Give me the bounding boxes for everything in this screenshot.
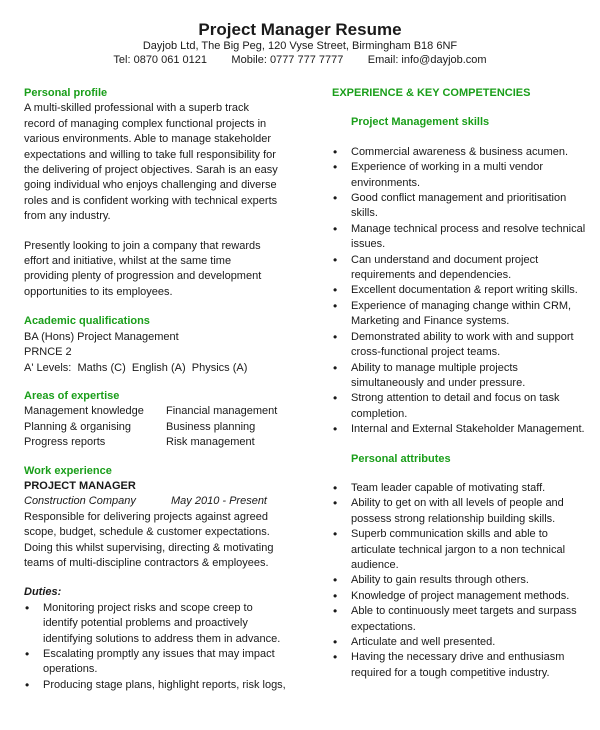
list-item [332,604,592,635]
job-company-line [24,494,296,509]
list-item-line: • Having the necessary drive and enthusiasm [351,651,565,664]
work-heading: Work experience [24,464,112,477]
duty-line: identifying solutions to address them in advance. [43,632,281,645]
academic-heading: Academic qualifications [24,315,150,328]
list-item [332,573,592,588]
academic-line: PRNCE 2 [24,346,72,359]
right-column [332,86,592,681]
list-item [332,253,592,284]
expertise-item: Planning & organising [24,420,132,433]
list-item-line: issues. [351,238,386,251]
list-item-line: Marketing and Finance systems. [351,315,510,328]
list-item-line: expectations. [351,620,416,633]
list-item-line: • Ability to manage multiple projects [351,361,518,374]
list-item-line: • Ability to gain results through others. [351,574,529,587]
expertise-item: Risk management [166,436,255,449]
list-item-line: possess strong relationship building skills. [351,512,556,525]
job-description-line: Responsible for delivering projects against agreed [24,510,268,523]
address-line: Dayjob Ltd, The Big Peg, 120 Vyse Street, Birmingham B18 6NF [142,40,458,52]
list-item-line: • Manage technical process and resolve technical [351,222,586,235]
list-item-line: required for a tough competitive industry. [351,666,550,679]
expertise-row [24,420,296,435]
list-item [332,299,592,330]
list-item [332,145,592,160]
list-item-line: requirements and dependencies. [351,269,512,282]
job-description-line: scope, budget, schedule & customer expectations. [24,526,270,539]
contact-line: Tel: 0870 061 0121 Mobile: 0777 777 7777 Email: info@dayjob.com [113,54,487,66]
list-item [332,191,592,222]
list-item-line: simultaneously and under pressure. [351,376,526,389]
list-item [332,330,592,361]
list-item-line: • Articulate and well presented. [351,636,496,648]
list-item [332,481,592,496]
list-item [332,160,592,191]
list-item-line: • Strong attention to detail and focus on task [351,392,560,405]
pm-skills-list [332,145,592,438]
list-item-line: • Knowledge of project management methods. [351,589,570,602]
profile-paragraph-2 [24,239,296,301]
list-item [332,496,592,527]
list-item-line: cross-functional project teams. [351,346,501,359]
list-item-line: audience. [351,558,399,571]
expertise-row [24,404,296,419]
profile-line: providing plenty of progression and development [24,270,262,283]
list-item [332,361,592,392]
job-title: PROJECT MANAGER [24,479,136,492]
list-item-line: environments. [351,176,421,189]
expertise-row [24,435,296,450]
list-item-line: completion. [351,407,408,420]
list-item-line: • Internal and External Stakeholder Management. [351,423,585,436]
profile-line: various environments. Able to manage stakeholder [24,133,272,146]
duties-list [24,601,296,693]
list-item-line: • Experience of managing change within CRM, [351,299,572,312]
profile-line: Presently looking to join a company that rewards [24,239,261,252]
duty-line: • Producing stage plans, highlight reports, risk logs, [43,678,286,691]
resume-title: Project Manager Resume [198,20,402,39]
duty-item [24,647,296,678]
list-item [332,527,592,573]
duty-line: • Escalating promptly any issues that may impact [43,648,275,660]
profile-line: the delivering of project objectives. Sarah is an easy [24,164,278,177]
job-dates: May 2010 - Present [171,495,267,508]
list-item-line: • Team leader capable of motivating staff. [351,481,546,494]
profile-line: expectations and willing to take full responsibility for [24,148,276,161]
profile-paragraph-1 [24,101,296,224]
list-item [332,635,592,650]
expertise-item: Business planning [166,420,256,433]
academic-line: A' Levels: Maths (C) English (A) Physics (A) [24,361,248,374]
expertise-item: Management knowledge [24,405,144,418]
duty-item [24,601,296,647]
pm-skills-heading: Project Management skills [351,116,490,129]
list-item-line: skills. [351,207,378,220]
profile-line: going individual who enjoys challenging and diverse [24,179,277,192]
list-item [332,650,592,681]
list-item-line: • Demonstrated ability to work with and support [351,330,574,343]
profile-line: roles and is confident working with technical experts [24,194,278,207]
profile-line: opportunities to its employees. [24,285,173,298]
list-item [332,283,592,298]
expertise-item: Financial management [166,405,278,418]
list-item [332,589,592,604]
list-item-line: • Experience of working in a multi vendor [351,161,543,174]
duty-item [24,678,296,693]
duty-line: • Monitoring project risks and scope creep to [43,601,253,614]
academic-line: BA (Hons) Project Management [24,330,179,343]
duty-line: operations. [43,663,98,676]
expertise-item: Progress reports [24,436,106,449]
profile-line: effort and initiative, whilst at the same time [24,255,232,268]
duties-heading: Duties: [24,586,62,599]
list-item [332,222,592,253]
list-item-line: • Good conflict management and prioritisation [351,192,567,205]
list-item-line: • Able to continuously meet targets and surpass [351,605,577,618]
expertise-heading: Areas of expertise [24,389,120,402]
left-column [24,86,296,693]
profile-heading: Personal profile [24,87,108,99]
list-item-line: • Excellent documentation & report writing skills. [351,284,578,297]
list-item [332,391,592,422]
company-name: Construction Company [24,495,136,508]
list-item-line: • Superb communication skills and able to [351,528,548,541]
profile-line: record of managing complex functional projects in [24,117,267,130]
list-item-line: • Commercial awareness & business acumen. [351,145,569,158]
job-description-line: teams of multi-discipline contractors & employees. [24,556,269,569]
list-item-line: • Can understand and document project [351,253,539,266]
list-item [332,422,592,437]
list-item-line: • Ability to get on with all levels of people and [351,497,564,510]
attributes-heading: Personal attributes [351,452,451,465]
list-item-line: articulate technical jargon to a non technical [351,543,566,556]
attributes-list [332,481,592,681]
job-description-line: Doing this whilst supervising, directing & motivating [24,541,274,554]
profile-line: from any industry. [24,210,111,223]
competencies-heading: EXPERIENCE & KEY COMPETENCIES [332,87,531,99]
profile-line: A multi-skilled professional with a superb track [24,102,249,115]
duty-line: identify potential problems and proactively [43,617,248,630]
